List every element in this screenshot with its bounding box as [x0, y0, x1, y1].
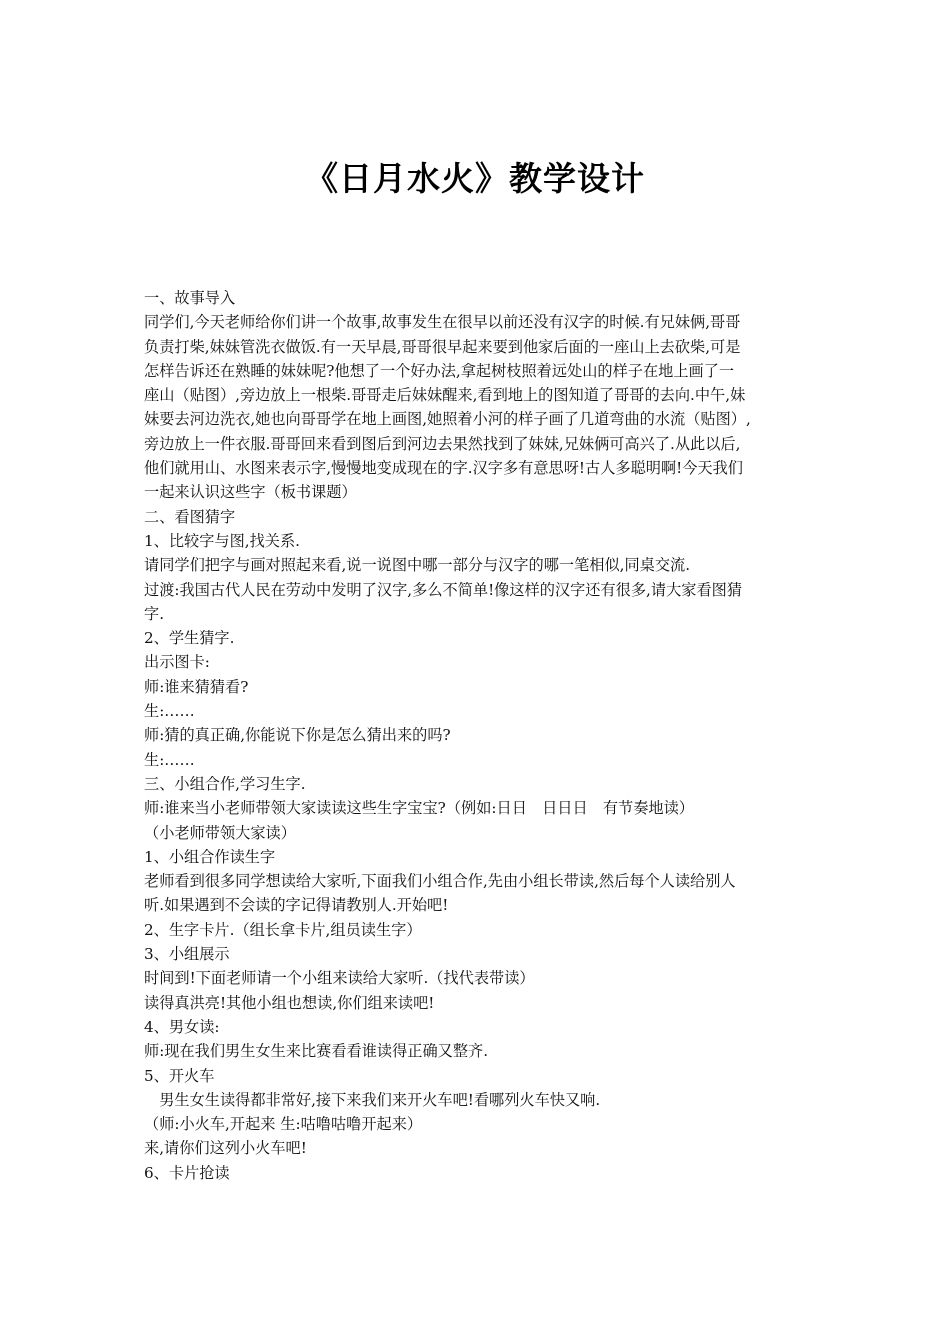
text-line: 1、小组合作读生字 — [144, 847, 276, 866]
text-line: 字. — [144, 604, 165, 623]
text-line: 请同学们把字与画对照起来看,说一说图中哪一部分与汉字的哪一笔相似,同桌交流. — [144, 556, 691, 575]
text-line: 怎样告诉还在熟睡的妹妹呢?他想了一个好办法,拿起树枝照着远处山的样子在地上画了一 — [144, 361, 735, 380]
document-title: 《日月水火》教学设计 — [305, 159, 645, 198]
text-line: 过渡:我国古代人民在劳动中发明了汉字,多么不简单!像这样的汉字还有很多,请大家看图猜 — [144, 580, 743, 599]
text-line: 师:现在我们男生女生来比赛看看谁读得正确又整齐. — [144, 1042, 489, 1061]
document-body — [144, 286, 812, 1185]
text-line: 老师看到很多同学想读给大家听,下面我们小组合作,先由小组长带读,然后每个人读给别人 — [144, 872, 736, 891]
text-line: 读得真洪亮!其他小组也想读,你们组来读吧! — [144, 993, 435, 1012]
text-line: 师:猜的真正确,你能说下你是怎么猜出来的吗? — [144, 726, 451, 745]
text-line: 三、小组合作,学习生字. — [144, 774, 306, 793]
text-line: 生:…… — [144, 702, 195, 721]
text-line: 2、生字卡片.（组长拿卡片,组员读生字） — [144, 920, 422, 939]
text-line: 5、开火车 — [144, 1066, 215, 1085]
text-line: 妹要去河边洗衣,她也向哥哥学在地上画图,她照着小河的样子画了几道弯曲的水流（贴图）, — [144, 410, 751, 429]
text-line: 时间到!下面老师请一个小组来读给大家听.（找代表带读） — [144, 969, 535, 988]
text-line: 出示图卡: — [144, 653, 210, 672]
text-line: 二、看图猜字 — [144, 507, 236, 526]
text-line: 男生女生读得都非常好,接下来我们来开火车吧!看哪列火车快又响. — [144, 1090, 601, 1109]
text-line: 同学们,今天老师给你们讲一个故事,故事发生在很早以前还没有汉字的时候.有兄妹俩,哥哥 — [144, 313, 741, 332]
text-line: 4、男女读: — [144, 1017, 220, 1036]
text-line: 师:谁来当小老师带领大家读读这些生字宝宝?（例如:日日 日日日 有节奏地读） — [144, 799, 694, 818]
text-line: 3、小组展示 — [144, 945, 230, 964]
text-line: 来,请你们这列小火车吧! — [144, 1139, 307, 1158]
text-line: 师:谁来猜猜看? — [144, 677, 249, 696]
text-line: 他们就用山、水图来表示字,慢慢地变成现在的字.汉字多有意思呀!古人多聪明啊!今天我们 — [144, 459, 743, 478]
text-line: （师:小火车,开起来 生:咕噜咕噜开起来） — [144, 1115, 423, 1134]
text-line: 负责打柴,妹妹管洗衣做饭.有一天早晨,哥哥很早起来要到他家后面的一座山上去砍柴,可是 — [144, 337, 741, 356]
text-line: 生:…… — [144, 750, 195, 769]
text-line: 听.如果遇到不会读的字记得请教别人.开始吧! — [144, 896, 449, 915]
text-line: 一起来认识这些字（板书课题） — [144, 483, 357, 502]
text-line: 1、比较字与图,找关系. — [144, 531, 301, 550]
text-line: 一、故事导入 — [144, 289, 236, 307]
text-line: 旁边放上一件衣服.哥哥回来看到图后到河边去果然找到了妹妹,兄妹俩可高兴了.从此以后, — [144, 434, 741, 453]
text-line: 座山（贴图）,旁边放上一根柴.哥哥走后妹妹醒来,看到地上的图知道了哥哥的去向.中午,妹 — [144, 386, 746, 405]
text-line: 2、学生猜字. — [144, 629, 235, 648]
text-line: （小老师带领大家读） — [144, 823, 296, 842]
text-line: 6、卡片抢读 — [144, 1163, 230, 1182]
